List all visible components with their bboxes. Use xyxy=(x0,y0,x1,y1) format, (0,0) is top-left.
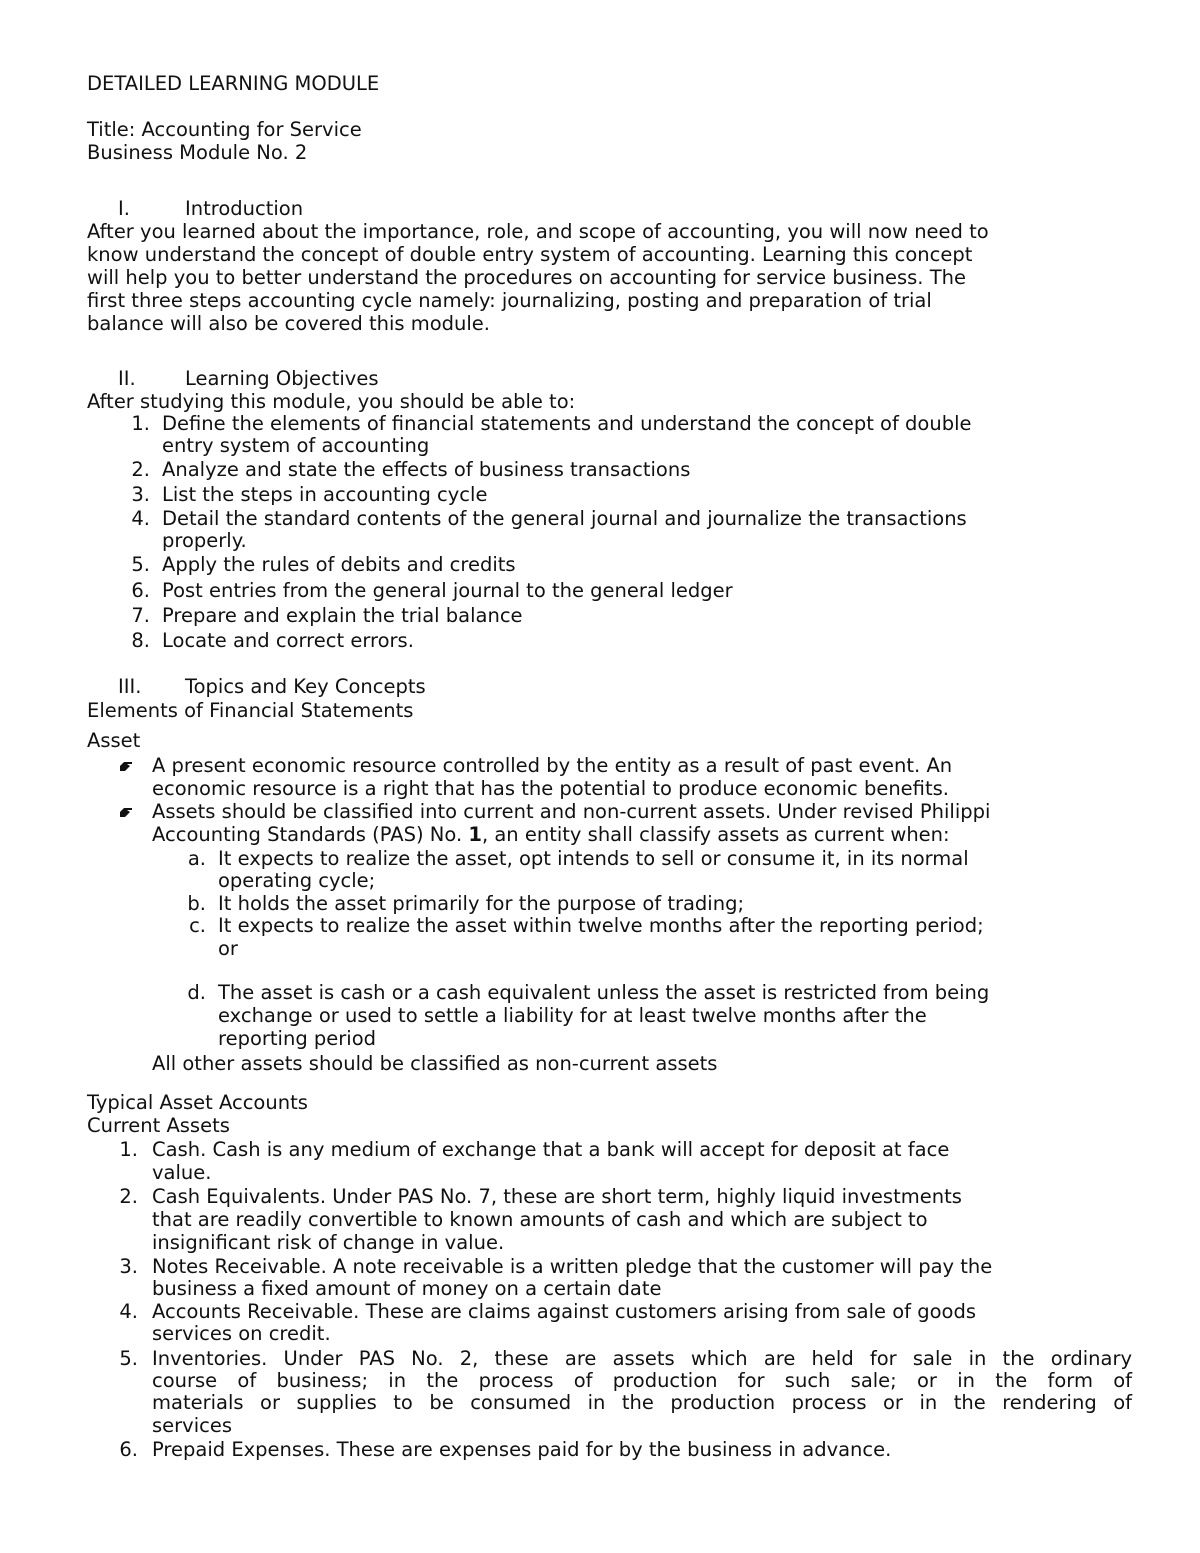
list-number: 3. xyxy=(131,483,150,506)
objective-item: List the steps in accounting cycle xyxy=(162,483,488,506)
list-letter: a. xyxy=(187,847,206,870)
current-asset-criterion: exchange or used to settle a liability for at least twelve months after the xyxy=(218,1004,927,1027)
list-letter: c. xyxy=(189,914,206,937)
list-number: 7. xyxy=(131,604,150,627)
section-heading-topics: Topics and Key Concepts xyxy=(185,675,426,698)
list-number: 1. xyxy=(119,1138,138,1161)
current-asset-criterion: It holds the asset primarily for the purpose of trading; xyxy=(218,892,745,915)
objective-item: entry system of accounting xyxy=(162,434,430,457)
intro-paragraph-line: first three steps accounting cycle namely: journalizing, posting and preparation of trial xyxy=(87,289,932,312)
asset-heading: Asset xyxy=(87,729,141,752)
list-number: 5. xyxy=(131,553,150,576)
list-number: 2. xyxy=(131,458,150,481)
pointing-hand-bullet-icon xyxy=(118,758,134,774)
list-number: 2. xyxy=(119,1185,138,1208)
current-asset-criterion: or xyxy=(218,937,238,960)
asset-account-item: Notes Receivable. A note receivable is a written pledge that the customer will pay the xyxy=(152,1255,993,1278)
module-header: DETAILED LEARNING MODULE xyxy=(87,72,380,95)
intro-paragraph-line: know understand the concept of double entry system of accounting. Learning this concept xyxy=(87,243,973,266)
asset-account-item: course of business; in the process of production for such sale; or in the form of xyxy=(152,1369,1132,1392)
objectives-lead: After studying this module, you should be able to: xyxy=(87,390,576,413)
section-heading-objectives: Learning Objectives xyxy=(185,367,379,390)
list-letter: b. xyxy=(187,892,206,915)
section-number: III. xyxy=(118,675,142,698)
subheading-elements: Elements of Financial Statements xyxy=(87,699,414,722)
list-number: 8. xyxy=(131,629,150,652)
section-heading-introduction: Introduction xyxy=(185,197,304,220)
section-number: II. xyxy=(118,367,136,390)
list-number: 3. xyxy=(119,1255,138,1278)
intro-paragraph-line: will help you to better understand the procedures on accounting for service business. The xyxy=(87,266,966,289)
list-number: 4. xyxy=(131,507,150,530)
current-asset-criterion: operating cycle; xyxy=(218,869,376,892)
intro-paragraph-line: balance will also be covered this module. xyxy=(87,312,491,335)
asset-account-item: Inventories. Under PAS No. 2, these are assets which are held for sale in the ordinary xyxy=(152,1347,1132,1370)
pointing-hand-bullet-icon xyxy=(118,804,134,820)
list-letter: d. xyxy=(187,981,206,1004)
objective-item: properly. xyxy=(162,529,247,552)
title-line-2: Business Module No. 2 xyxy=(87,141,308,164)
asset-account-item: that are readily convertible to known amounts of cash and which are subject to xyxy=(152,1208,928,1231)
asset-account-item: value. xyxy=(152,1161,212,1184)
current-asset-criterion: reporting period xyxy=(218,1027,377,1050)
objective-item: Post entries from the general journal to the general ledger xyxy=(162,579,733,602)
asset-bullet-text: Accounting Standards (PAS) No. 1, an entity shall classify assets as current when: xyxy=(152,823,950,846)
asset-account-item: Prepaid Expenses. These are expenses paid for by the business in advance. xyxy=(152,1438,892,1461)
objective-item: Apply the rules of debits and credits xyxy=(162,553,516,576)
asset-account-item: Cash. Cash is any medium of exchange that a bank will accept for deposit at face xyxy=(152,1138,950,1161)
asset-account-item: services on credit. xyxy=(152,1322,331,1345)
objective-item: Analyze and state the effects of business transactions xyxy=(162,458,691,481)
asset-account-item: Accounts Receivable. These are claims against customers arising from sale of goods xyxy=(152,1300,976,1323)
list-number: 1. xyxy=(131,412,150,435)
asset-account-item: business a fixed amount of money on a certain date xyxy=(152,1277,662,1300)
objective-item: Detail the standard contents of the general journal and journalize the transactions xyxy=(162,507,967,530)
asset-account-item: Cash Equivalents. Under PAS No. 7, these are short term, highly liquid investments xyxy=(152,1185,962,1208)
list-number: 4. xyxy=(119,1300,138,1323)
list-number: 6. xyxy=(131,579,150,602)
asset-bullet-text: A present economic resource controlled by the entity as a result of past event. An xyxy=(152,754,953,777)
section-number: I. xyxy=(118,197,130,220)
list-number: 5. xyxy=(119,1347,138,1370)
current-asset-criterion: It expects to realize the asset, opt intends to sell or consume it, in its normal xyxy=(218,847,969,870)
objective-item: Define the elements of financial statements and understand the concept of double xyxy=(162,412,972,435)
asset-bullet-text: Assets should be classified into current and non-current assets. Under revised Philippi xyxy=(152,800,991,823)
asset-account-item: insignificant risk of change in value. xyxy=(152,1231,505,1254)
current-assets-heading: Current Assets xyxy=(87,1114,230,1137)
list-number: 6. xyxy=(119,1438,138,1461)
asset-account-item: materials or supplies to be consumed in the production process or in the rendering of xyxy=(152,1391,1132,1414)
current-asset-criterion: The asset is cash or a cash equivalent unless the asset is restricted from being xyxy=(218,981,990,1004)
asset-bullet-text: economic resource is a right that has the potential to produce economic benefits. xyxy=(152,777,949,800)
objective-item: Locate and correct errors. xyxy=(162,629,414,652)
current-asset-criterion: It expects to realize the asset within twelve months after the reporting period; xyxy=(218,914,984,937)
non-current-note: All other assets should be classified as non-current assets xyxy=(152,1052,718,1075)
intro-paragraph-line: After you learned about the importance, role, and scope of accounting, you will now need to xyxy=(87,220,989,243)
typical-accounts-heading: Typical Asset Accounts xyxy=(87,1091,308,1114)
objective-item: Prepare and explain the trial balance xyxy=(162,604,523,627)
asset-account-item: services xyxy=(152,1414,233,1437)
title-line-1: Title: Accounting for Service xyxy=(87,118,362,141)
